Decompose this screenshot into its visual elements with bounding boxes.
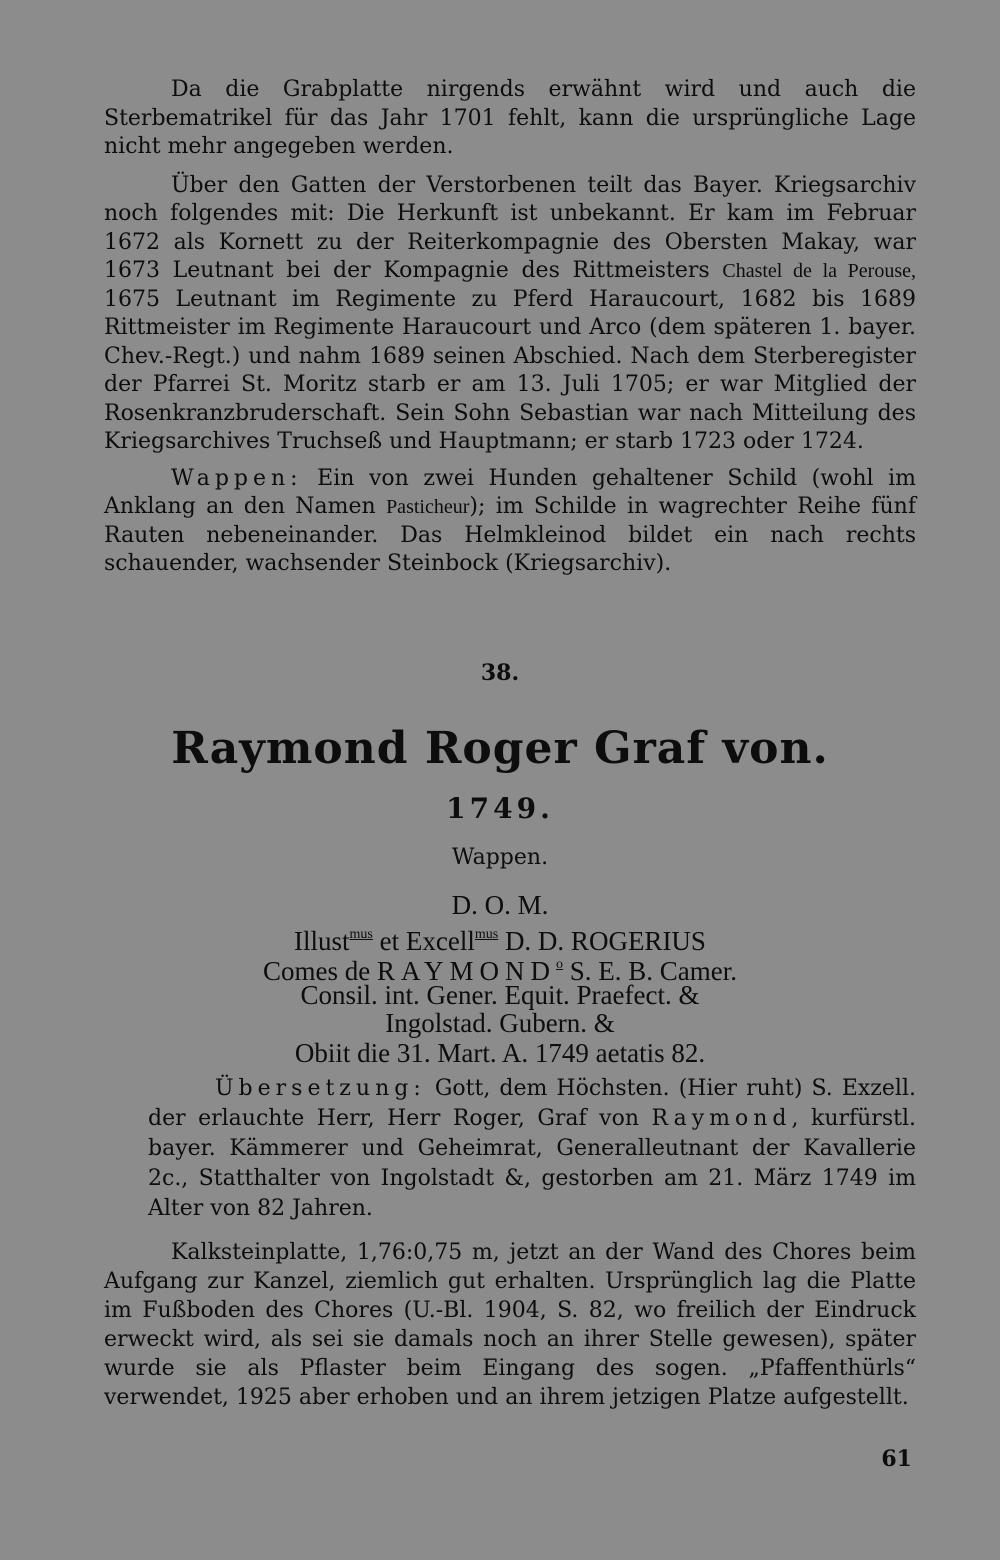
page-number: 61	[881, 1446, 912, 1472]
upper-text	[104, 76, 916, 579]
paragraph-grabplatte	[104, 76, 916, 162]
inscription-sup-1: mus	[349, 927, 373, 942]
inscription-line-6: Obiit die 31. Mart. A. 1749 aetatis 82.	[294, 1038, 706, 1068]
para2-latin: Chastel de la Perouse,	[722, 260, 916, 282]
paragraph-wappen	[104, 465, 916, 579]
para2-text-a: Über den Gatten der Verstorbenen teilt das Bayer. Kriegsarchiv noch folgendes mit: Die Herkunft ist unbekannt. Er kam im Februar 1672 als Kornett zu der Reiterkompagnie des Obersten Makay, war 1673 Leutnant bei der Kompagnie des Rittmeisters	[104, 172, 916, 283]
inscription-raymond: RAYMOND	[376, 956, 557, 986]
inscription-sup-3: o	[556, 957, 564, 972]
inscription-line-1: D. O. M.	[451, 890, 549, 920]
para5-text: Kalksteinplatte, 1,76:0,75 m, jetzt an der Wand des Chores beim Aufgang zur Kanzel, ziemlich gut erhalten. Ursprünglich lag die Platte im Fußboden des Chores (U.-Bl. 1904, S. 82, wo freilich der Eindruck erweckt wird, als sei sie damals noch an ihrer Stelle gewesen), später wurde sie als Pflaster beim Eingang des sogen. „Pfaffenthürls“ verwendet, 1925 aber erhoben und an ihrem jetzigen Platze aufgestellt.	[104, 1240, 916, 1410]
uebersetzung-label: Übersetzung:	[215, 1076, 426, 1101]
para4-text-a: Gott, dem Höchsten. (Hier ruht) S. Exzell. der erlauchte Herr, Herr Roger, Graf von	[148, 1076, 916, 1131]
section-title: Raymond Roger Graf von.	[171, 723, 829, 774]
section-year: 1749.	[446, 792, 554, 825]
para3-text-a: Ein von zwei Hunden gehaltener Schild (wohl im Anklang an den Namen	[104, 465, 916, 519]
wappen-heading: Wappen.	[451, 845, 549, 870]
inscription-illust: Illust	[294, 926, 350, 956]
paragraph-uebersetzung	[148, 1074, 916, 1224]
inscription-rogerius: D. D. ROGERIUS	[498, 926, 706, 956]
para2-text-b: 1675 Leutnant im Regimente zu Pferd Haraucourt, 1682 bis 1689 Rittmeister im Regimente Haraucourt und Arco (dem späteren 1. bayer. Chev.-Regt.) und nahm 1689 seinen Abschied. Nach dem Sterberegister der Pfarrei St. Moritz starb er am 13. Juli 1705; er war Mitglied der Rosenkranzbruderschaft. Sein Sohn Sebastian war nach Mitteilung des Kriegsarchives Truchseß und Hauptmann; er starb 1723 oder 1724.	[104, 286, 916, 454]
inscription-comes: Comes de	[262, 956, 377, 986]
para4-name: Raymond	[651, 1106, 792, 1131]
inscription-excell: et Excell	[372, 926, 475, 956]
section-number: 38.	[480, 660, 520, 686]
para3-text-b: ); im Schilde in wagrechter Reihe fünf Rauten nebeneinander. Das Helmkleinod bildet ein nach rechts schauender, wachsender Steinbock (Kriegsarchiv).	[104, 494, 916, 576]
inscription-line-5: Ingolstad. Gubern. &	[385, 1008, 615, 1038]
paragraph-kalksteinplatte	[104, 1238, 916, 1412]
para3-latin: Pasticheur	[386, 496, 470, 518]
wappen-label: Wappen:	[171, 465, 303, 491]
inscription-line-4: Consil. int. Gener. Equit. Praefect. &	[300, 980, 700, 1010]
inscription-sup-2: mus	[474, 927, 499, 942]
inscription-camer: S. E. B. Camer.	[563, 956, 738, 986]
para1-text: Da die Grabplatte nirgends erwähnt wird und auch die Sterbematrikel für das Jahr 1701 fehlt, kann die ursprüngliche Lage nicht mehr angegeben werden.	[104, 77, 916, 159]
paragraph-gatten	[104, 172, 916, 457]
para4-text-b: , kurfürstl. bayer. Kämmerer und Geheimrat, Generalleutnant der Kavallerie 2c., Statthalter von Ingolstadt &, gestorben am 21. März 1749 im Alter von 82 Jahren.	[148, 1106, 916, 1221]
